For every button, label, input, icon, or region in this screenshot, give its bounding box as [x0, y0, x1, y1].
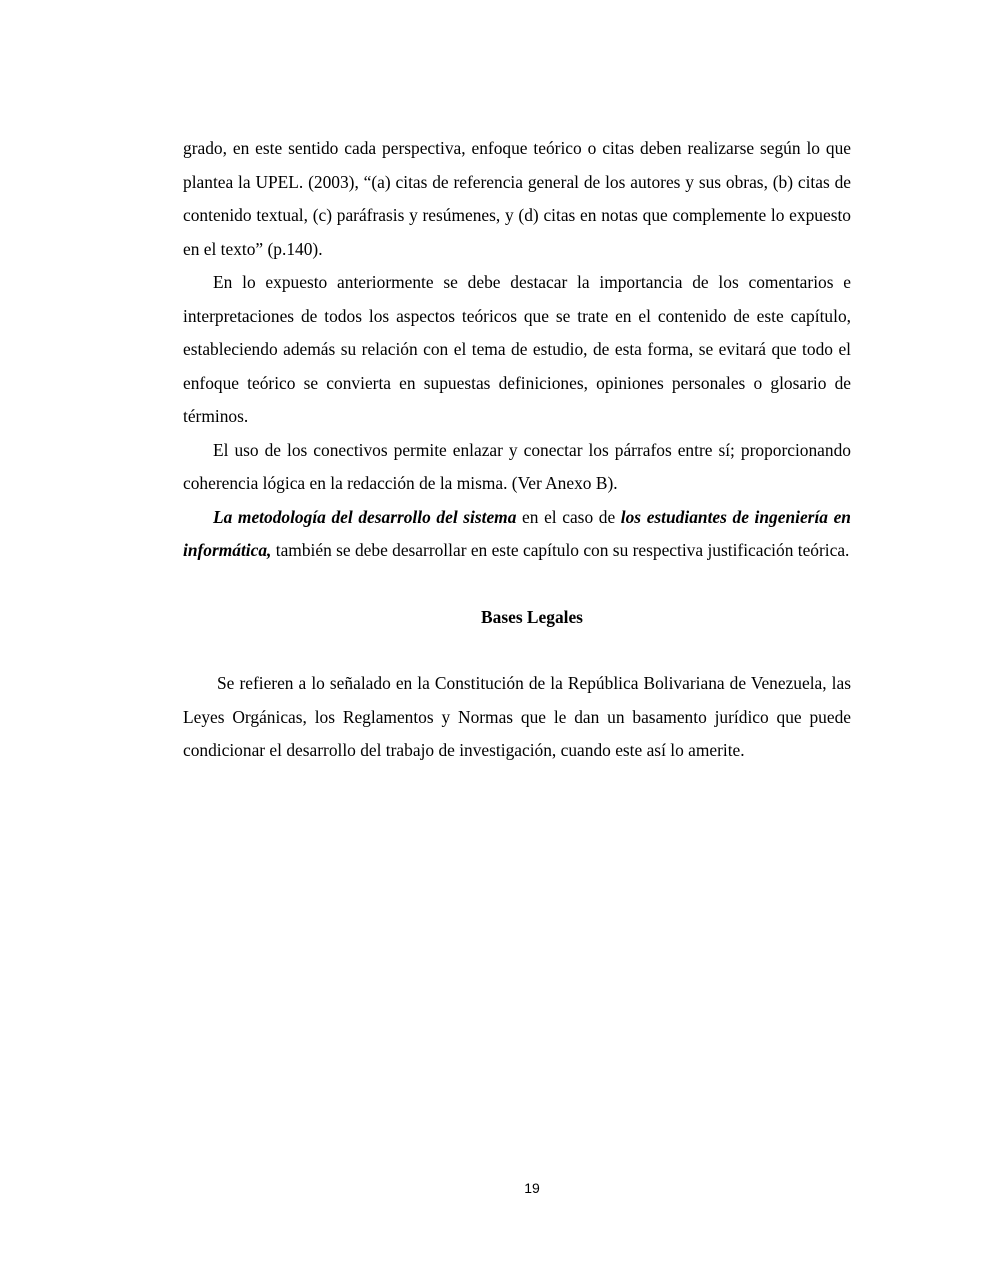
paragraph-citations: grado, en este sentido cada perspectiva, enfoque teórico o citas deben realizarse según lo que plantea la UPEL. (2003), “(a) citas de referencia general de los autores y sus obras, (b) citas de contenido textual, (c) paráfrasis y resúmenes, y (d) citas en notas que complemente lo expuesto en el texto” (p.140). [183, 138, 851, 259]
methodology-text-1: en el caso de [516, 506, 621, 527]
paragraph-methodology [183, 501, 851, 568]
section-heading: Bases Legales [481, 606, 583, 627]
paragraph-connectives: El uso de los conectivos permite enlazar y conectar los párrafos entre sí; proporcionando coherencia lógica en la redacción de la misma. (Ver Anexo B). [183, 439, 851, 493]
document-body [183, 132, 851, 768]
page-number: 19 [524, 1180, 540, 1196]
paragraph-legal-bases: Se refieren a lo señalado en la Constitución de la República Bolivariana de Venezuela, las Leyes Orgánicas, los Reglamentos y Normas que le dan un basamento jurídico que puede condicionar el desarrollo del trabajo de investigación, cuando este así lo amerite. [183, 673, 851, 760]
students-emphasis: los estudiantes de ingeniería en informática, [183, 506, 851, 560]
methodology-emphasis: La metodología del desarrollo del sistema [213, 506, 517, 527]
spacer [183, 568, 851, 601]
paragraph-commentary: En lo expuesto anteriormente se debe destacar la importancia de los comentarios e interpretaciones de todos los aspectos teóricos que se trate en el contenido de este capítulo, estableciendo además su relación con el tema de estudio, de esta forma, se evitará que todo el enfoque teórico se convierta en supuestas definiciones, opiniones personales o glosario de términos. [183, 272, 851, 426]
methodology-text-2: también se debe desarrollar en este capítulo con su respectiva justificación teórica. [271, 540, 850, 560]
spacer [183, 634, 851, 667]
